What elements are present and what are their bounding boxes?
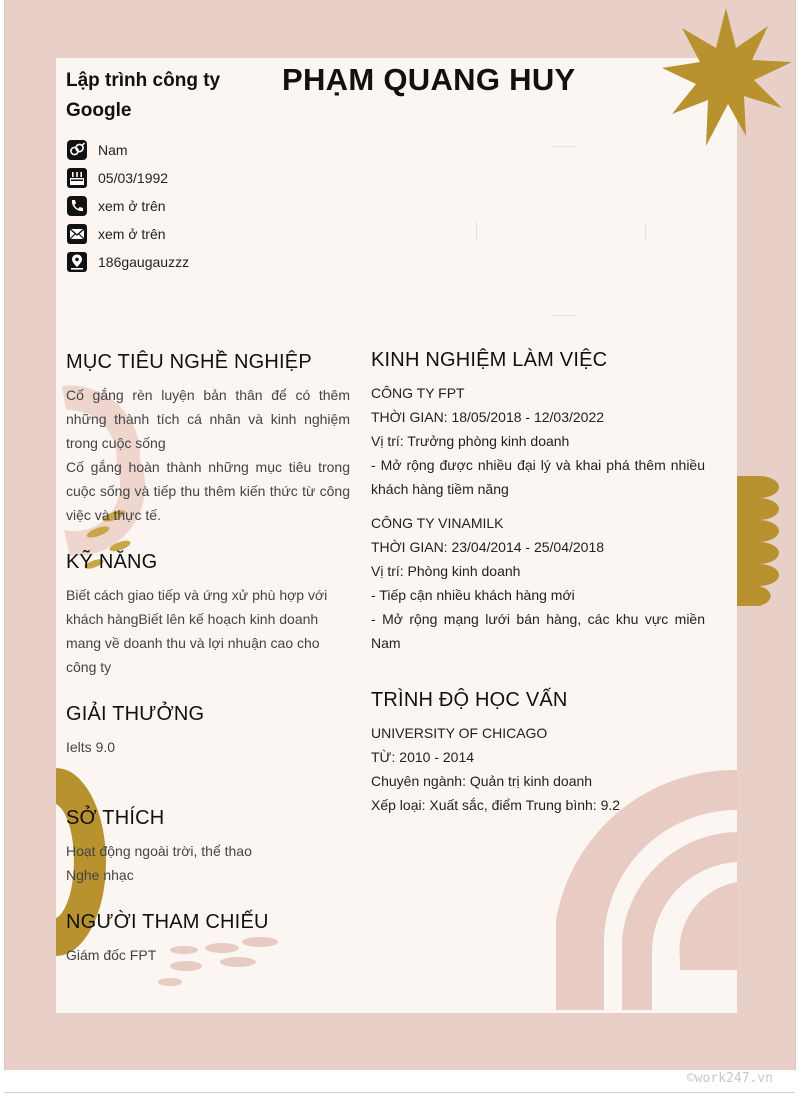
experience-title: KINH NGHIỆM LÀM VIỆC [371, 349, 608, 371]
job-entry-fpt [371, 381, 705, 501]
contact-gender-text: Nam [98, 142, 128, 158]
bottom-rule [4, 1092, 794, 1093]
scallop-decoration [737, 474, 781, 608]
hobby-item: Hoạt động ngoài trời, thể thao [66, 843, 252, 859]
contact-birthday [66, 167, 168, 189]
watermark: ©work247.vn [686, 1071, 773, 1086]
objective-line: Cố gắng rèn luyện bản thân để có thêm những thành tích cá nhân và kinh nghiệm trong cuộc sống [66, 387, 350, 451]
contact-address-text: 186gaugauzzz [98, 254, 190, 270]
job-time: THỜI GIAN: 18/05/2018 - 12/03/2022 [371, 409, 605, 425]
job-company: CÔNG TY VINAMILK [371, 515, 504, 531]
job-time: THỜI GIAN: 23/04/2014 - 25/04/2018 [371, 539, 605, 555]
contact-birthday-text: 05/03/1992 [98, 170, 169, 186]
full-name: PHẠM QUANG HUY [282, 62, 576, 97]
job-position: Vị trí: Phòng kinh doanh [371, 563, 521, 579]
awards-title: GIẢI THƯỞNG [66, 703, 205, 725]
job-title: Lập trình công ty Google [66, 70, 221, 121]
sun-burst-decoration [656, 4, 796, 150]
contact-phone-text: xem ở trên [98, 198, 166, 214]
education-grade: Xếp loại: Xuất sắc, điểm Trung bình: 9.2 [371, 797, 621, 813]
education-school: UNIVERSITY OF CHICAGO [371, 725, 548, 741]
hobbies-title: SỞ THÍCH [66, 807, 165, 829]
mail-icon [66, 223, 88, 245]
objective-line: Cố gắng hoàn thành những mục tiêu trong cuộc sống và tiếp thu thêm kiến thức từ công việc và thực tế. [66, 459, 350, 523]
hobbies-list [66, 839, 350, 887]
hobby-item: Nghe nhạc [66, 867, 134, 883]
education-period: TỪ: 2010 - 2014 [371, 749, 475, 765]
blush-petals-decoration [150, 930, 282, 990]
job-detail: - Mở rộng được nhiều đại lý và khai phá thêm nhiều khách hàng tiềm năng [371, 457, 705, 497]
education-title: TRÌNH ĐỘ HỌC VẤN [371, 689, 568, 711]
avatar-placeholder [476, 146, 646, 316]
location-pin-icon [66, 251, 88, 273]
job-company: CÔNG TY FPT [371, 385, 465, 401]
contact-email [66, 223, 166, 245]
awards-text: Ielts 9.0 [66, 739, 116, 755]
gender-icon [66, 139, 88, 161]
phone-icon [66, 195, 88, 217]
objective-text [66, 383, 350, 527]
contact-address [66, 251, 189, 273]
skills-title: KỸ NĂNG [66, 551, 158, 573]
contact-gender [66, 139, 128, 161]
job-entry-vinamilk [371, 511, 705, 655]
references-text: Giám đốc FPT [66, 947, 157, 963]
job-detail: - Tiếp cận nhiều khách hàng mới [371, 587, 575, 603]
birthday-cake-icon [66, 167, 88, 189]
references-title: NGƯỜI THAM CHIẾU [66, 911, 269, 933]
contact-email-text: xem ở trên [98, 226, 166, 242]
skills-text: Biết cách giao tiếp và ứng xử phù hợp với khách hàngBiết lên kế hoạch kinh doanh mang về doanh thu và lợi nhuận cao cho công ty [66, 587, 328, 675]
education-entry [371, 721, 705, 817]
contact-phone [66, 195, 166, 217]
education-major: Chuyên ngành: Quản trị kinh doanh [371, 773, 593, 789]
job-detail: - Mở rộng mạng lưới bán hàng, các khu vực miền Nam [371, 611, 705, 651]
job-position: Vị trí: Trưởng phòng kinh doanh [371, 433, 570, 449]
objective-title: MỤC TIÊU NGHỀ NGHIỆP [66, 351, 312, 373]
